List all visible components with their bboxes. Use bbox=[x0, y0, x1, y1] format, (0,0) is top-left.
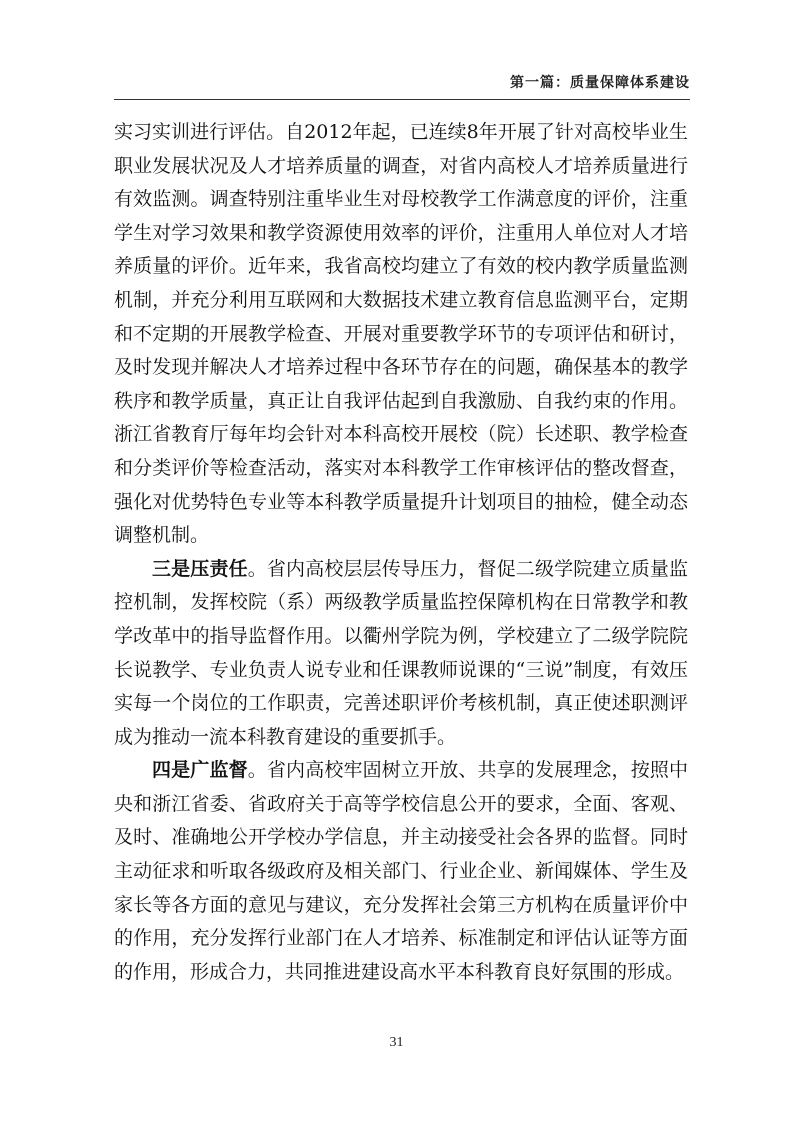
section-3-text: 。省内高校层层传导压力，督促二级学院建立质量监控机制，发挥校院（系）两级教学质量监控保障机构在日常教学和教学改革中的指导监督作用。以衢州学院为例，学校建立了二级学院院长说教学、专业负责人说专业和任课教师说课的“三说”制度，有效压实每一个岗位的工作职责，完善述职评价考核机制，真正使述职测评成为推动一流本科教育建设的重要抓手。 bbox=[114, 557, 688, 748]
body-text bbox=[114, 116, 688, 989]
section-3-lead: 三是压责任 bbox=[152, 557, 248, 580]
paragraph-continued: 实习实训进行评估。自2012年起，已连续8年开展了针对高校毕业生职业发展状况及人才培养质量的调查，对省内高校人才培养质量进行有效监测。调查特别注重毕业生对母校教学工作满意度的评价，注重学生对学习效果和教学资源使用效率的评价，注重用人单位对人才培养质量的评价。近年来，我省高校均建立了有效的校内教学质量监测机制，并充分利用互联网和大数据技术建立教育信息监测平台，定期和不定期的开展教学检查、开展对重要教学环节的专项评估和研讨，及时发现并解决人才培养过程中各环节存在的问题，确保基本的教学秩序和教学质量，真正让自我评估起到自我激励、自我约束的作用。浙江省教育厅每年均会针对本科高校开展校（院）长述职、教学检查和分类评价等检查活动，落实对本科教学工作审核评估的整改督查，强化对优势特色专业等本科教学质量提升计划项目的抽检，健全动态调整机制。 bbox=[114, 121, 688, 547]
paragraph-section-4 bbox=[114, 754, 688, 989]
section-4-lead: 四是广监督 bbox=[152, 759, 248, 782]
page-number: 31 bbox=[389, 1035, 404, 1050]
running-header: 第一篇：质量保障体系建设 bbox=[510, 75, 690, 91]
paragraph-section-3 bbox=[114, 553, 688, 755]
header-rule bbox=[114, 99, 690, 100]
section-4-text: 。省内高校牢固树立开放、共享的发展理念，按照中央和浙江省委、省政府关于高等学校信息公开的要求，全面、客观、及时、准确地公开学校办学信息，并主动接受社会各界的监督。同时主动征求和听取各级政府及相关部门、行业企业、新闻媒体、学生及家长等各方面的意见与建议，充分发挥社会第三方机构在质量评价中的作用，充分发挥行业部门在人才培养、标准制定和评估认证等方面的作用，形成合力，共同推进建设高水平本科教育良好氛围的形成。 bbox=[114, 759, 688, 983]
